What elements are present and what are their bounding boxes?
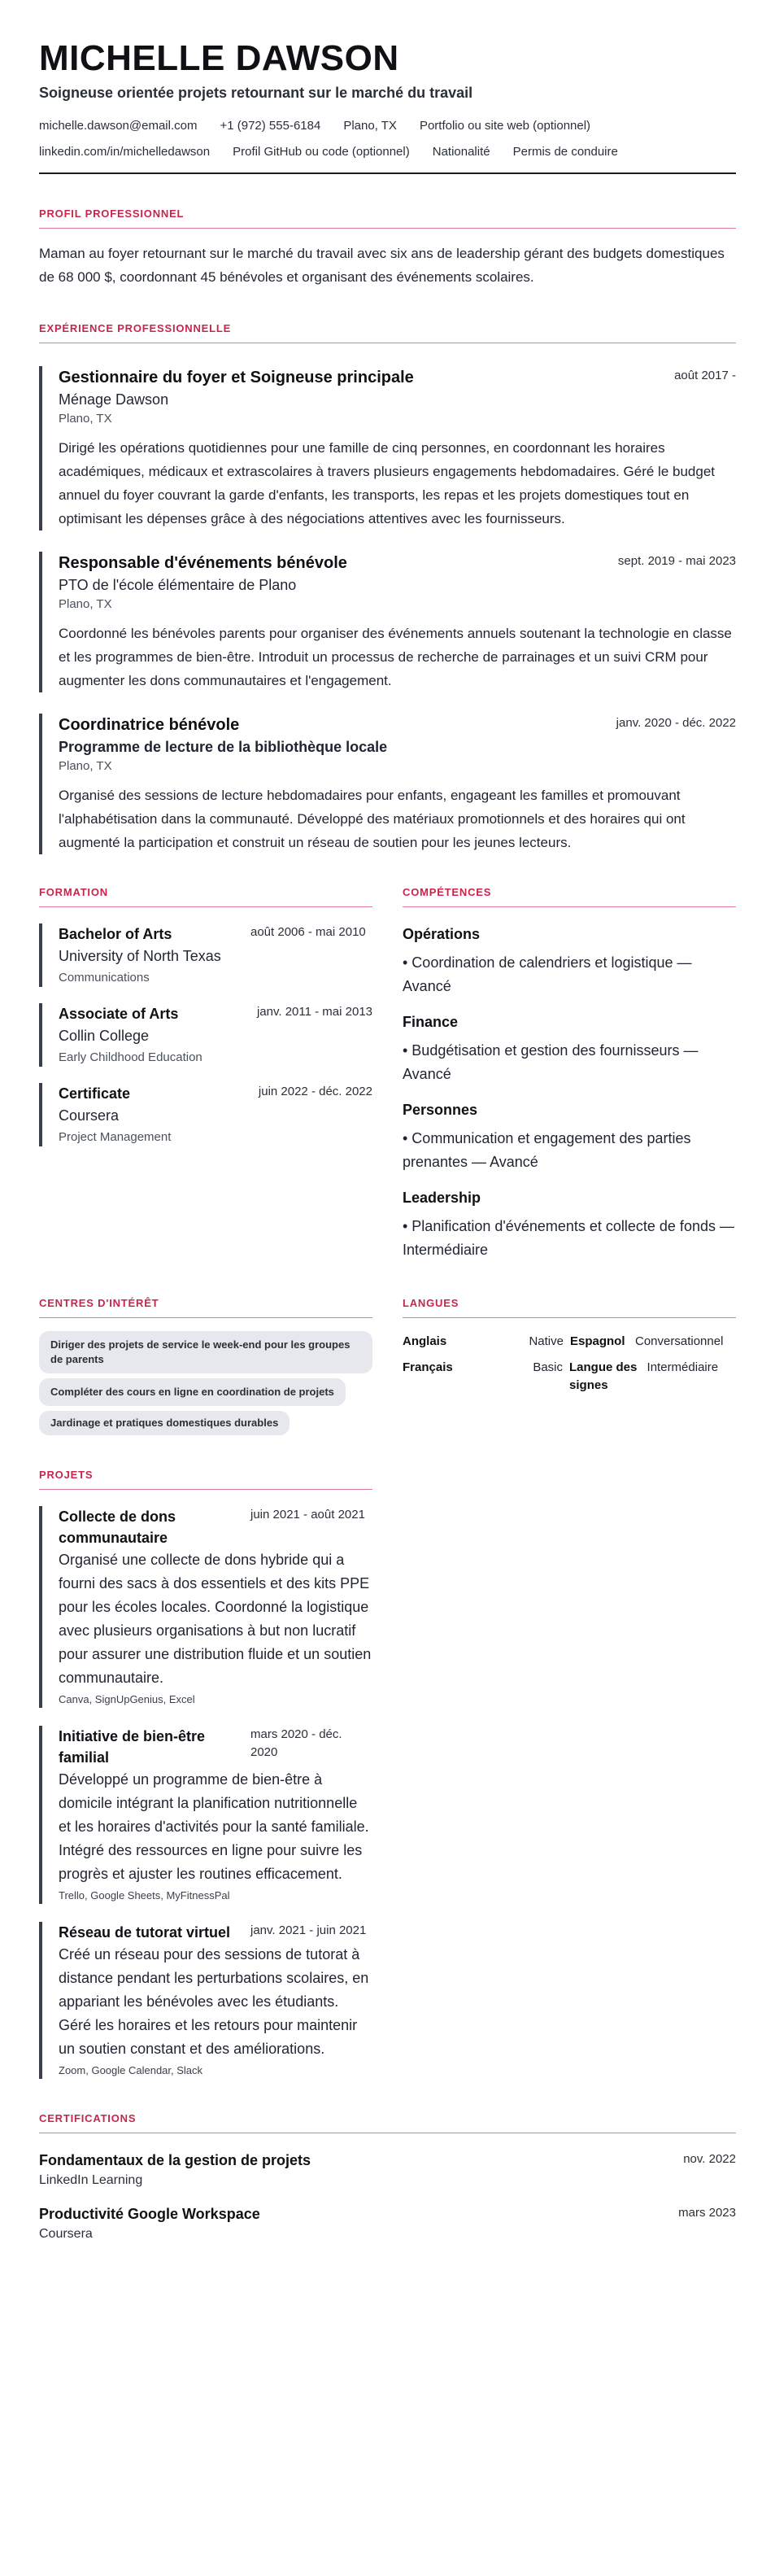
job-description: Coordonné les bénévoles parents pour organiser des événements annuels soutenant la technologie en classe et les programmes de bien-être. Introduit un processus de recherche de parrainages et un suivi CRM pour augmenter les dons communautaires et l'engagement.: [59, 626, 732, 688]
profile-section: [39, 207, 736, 289]
job-date: sept. 2019 - mai 2023: [617, 554, 736, 568]
skill-item: • Coordination de calendriers et logistique — Avancé: [403, 954, 692, 994]
project-entry: [39, 1726, 372, 1904]
skill-group: [403, 923, 736, 998]
skill-category: Finance: [403, 1014, 459, 1030]
certification-name: Fondamentaux de la gestion de projets: [39, 2152, 311, 2168]
contact-location: Plano, TX: [343, 119, 397, 133]
skill-category: Opérations: [403, 926, 481, 942]
certification-name: Productivité Google Workspace: [39, 2206, 260, 2222]
certifications-section: [39, 2111, 736, 2244]
section-title: LANGUES: [403, 1297, 459, 1309]
projects-empty-column: [403, 1468, 736, 2079]
skill-category: Personnes: [403, 1102, 478, 1118]
section-divider: [403, 906, 736, 907]
job-organization: Ménage Dawson: [59, 391, 169, 408]
project-date: mars 2020 - déc. 2020: [250, 1727, 342, 1759]
language-name: Anglais: [403, 1334, 447, 1348]
skill-group: [403, 1187, 736, 1262]
project-date: janv. 2021 - juin 2021: [250, 1923, 367, 1937]
contact-linkedin[interactable]: linkedin.com/in/michelledawson: [39, 145, 211, 159]
section-title: CERTIFICATIONS: [39, 2112, 137, 2124]
project-title: Collecte de dons communautaire: [59, 1508, 176, 1546]
skill-item: • Budgétisation et gestion des fournisseurs — Avancé: [403, 1042, 699, 1082]
certification-issuer: LinkedIn Learning: [39, 2173, 143, 2187]
language-name: Français: [403, 1360, 453, 1374]
candidate-headline: Soigneuse orientée projets retournant sur le marché du travail: [39, 85, 473, 101]
certification-date: nov. 2022: [683, 2152, 736, 2166]
job-location: Plano, TX: [59, 597, 112, 611]
degree-name: Bachelor of Arts: [59, 926, 172, 942]
experience-entry: [39, 714, 736, 854]
project-entry: [39, 1922, 372, 2079]
degree-date: août 2006 - mai 2010: [250, 925, 366, 939]
language-row: [403, 1333, 736, 1351]
education-section: [39, 885, 372, 1262]
job-description: Organisé des sessions de lecture hebdomadaires pour enfants, engageant les familles et promouvant l'alphabétisation dans la communauté. Développé des matériaux promotionnels et des horaires qui ont augmenté la participation et construit un réseau de soutien pour les jeunes lecteurs.: [59, 788, 686, 850]
job-location: Plano, TX: [59, 412, 112, 426]
section-divider: [39, 1317, 372, 1318]
job-organization: PTO de l'école élémentaire de Plano: [59, 577, 297, 593]
candidate-name: MICHELLE DAWSON: [39, 38, 399, 78]
language-name: Espagnol: [570, 1334, 625, 1348]
contact-row-1: [39, 117, 736, 135]
interests-section: [39, 1296, 372, 1435]
certification-entry: [39, 2150, 736, 2190]
school-name: Coursera: [59, 1107, 120, 1124]
education-entry: [39, 1083, 372, 1146]
skill-item: • Communication et engagement des parties prenantes — Avancé: [403, 1130, 691, 1170]
degree-name: Associate of Arts: [59, 1006, 179, 1022]
header-divider: [39, 172, 736, 174]
project-title: Réseau de tutorat virtuel: [59, 1924, 231, 1941]
degree-date: janv. 2011 - mai 2013: [256, 1005, 372, 1019]
contact-github[interactable]: Profil GitHub ou code (optionnel): [233, 145, 410, 159]
project-tools: Zoom, Google Calendar, Slack: [59, 2064, 203, 2076]
projects-row: [39, 1468, 736, 2079]
school-name: Collin College: [59, 1028, 150, 1044]
profile-summary: Maman au foyer retournant sur le marché du travail avec six ans de leadership gérant des budgets domestiques de 68 000 $, coordonnant 45 bénévoles et organisant des événements scolaires.: [39, 246, 725, 285]
certification-date: mars 2023: [678, 2206, 736, 2220]
job-location: Plano, TX: [59, 759, 112, 773]
school-name: University of North Texas: [59, 948, 221, 964]
education-entry: [39, 1003, 372, 1067]
certification-entry: [39, 2203, 736, 2244]
languages-section: [403, 1296, 736, 1435]
section-title: EXPÉRIENCE PROFESSIONNELLE: [39, 322, 232, 334]
skill-category: Leadership: [403, 1190, 481, 1206]
section-title: FORMATION: [39, 886, 108, 898]
language-level: Intermédiaire: [647, 1360, 719, 1374]
skill-group: [403, 1011, 736, 1086]
contact-email[interactable]: michelle.dawson@email.com: [39, 119, 198, 133]
section-title: PROFIL PROFESSIONNEL: [39, 207, 185, 220]
contact-portfolio[interactable]: Portfolio ou site web (optionnel): [419, 119, 591, 133]
degree-field: Communications: [59, 971, 150, 985]
project-date: juin 2021 - août 2021: [250, 1508, 365, 1522]
job-description: Dirigé les opérations quotidiennes pour une famille de cinq personnes, en coordonnant les horaires académiques, médicaux et extrascolaires à travers plusieurs engagements hebdomadaires. Géré le budget annuel du foyer couvrant la garde d'enfants, les transports, les repas et les projets domestiques tout en optimisant les dépenses grâce à des négociations attentives avec les fournisseurs.: [59, 440, 716, 526]
contact-phone[interactable]: +1 (972) 555-6184: [220, 119, 321, 133]
project-description: Organisé une collecte de dons hybride qui a fourni des sacs à dos essentiels et des kits PPE pour les écoles locales. Coordonné la logistique avec plusieurs organisations à but non lucratif pour assurer une distribution fluide et un soutien communautaire.: [59, 1552, 372, 1686]
section-title: CENTRES D'INTÉRÊT: [39, 1297, 159, 1309]
contact-nationality: Nationalité: [432, 145, 490, 159]
experience-entry: [39, 366, 736, 530]
project-description: Développé un programme de bien-être à domicile intégrant la planification nutritionnelle et les horaires d'activités pour la santé familiale. Intégré des ressources en ligne pour suivre les progrès et ajuster les routines efficacement.: [59, 1771, 369, 1882]
project-title: Initiative de bien-être familial: [59, 1728, 206, 1766]
experience-entry: [39, 552, 736, 692]
contact-license: Permis de conduire: [512, 145, 618, 159]
section-divider: [39, 1489, 372, 1490]
job-date: janv. 2020 - déc. 2022: [616, 716, 736, 730]
section-divider: [403, 1317, 736, 1318]
language-row: [403, 1359, 736, 1395]
job-date: août 2017 -: [674, 369, 736, 382]
language-level: Basic: [533, 1360, 564, 1374]
interest-chip: Jardinage et pratiques domestiques durables: [39, 1411, 290, 1435]
language-level: Conversationnel: [635, 1334, 724, 1348]
job-title: Gestionnaire du foyer et Soigneuse principale: [59, 369, 414, 386]
interest-chip: Compléter des cours en ligne en coordination de projets: [39, 1378, 346, 1406]
experience-section: [39, 321, 736, 854]
project-tools: Canva, SignUpGenius, Excel: [59, 1693, 195, 1705]
job-title: Coordinatrice bénévole: [59, 716, 240, 734]
degree-field: Early Childhood Education: [59, 1050, 202, 1064]
degree-field: Project Management: [59, 1130, 172, 1144]
skill-item: • Planification d'événements et collecte de fonds — Intermédiaire: [403, 1218, 734, 1258]
degree-name: Certificate: [59, 1085, 131, 1102]
certification-issuer: Coursera: [39, 2227, 93, 2241]
language-name: Langue des signes: [569, 1360, 638, 1392]
job-organization: Programme de lecture de la bibliothèque locale: [59, 739, 388, 755]
section-title: PROJETS: [39, 1469, 94, 1481]
education-entry: [39, 923, 372, 987]
degree-date: juin 2022 - déc. 2022: [258, 1085, 372, 1098]
skills-section: [403, 885, 736, 1262]
project-tools: Trello, Google Sheets, MyFitnessPal: [59, 1889, 230, 1901]
interests-languages-row: [39, 1296, 736, 1435]
skill-group: [403, 1099, 736, 1174]
section-divider: [39, 228, 736, 229]
contact-row-2: [39, 143, 736, 161]
projects-section: [39, 1468, 372, 2079]
education-skills-row: [39, 885, 736, 1262]
project-entry: [39, 1506, 372, 1708]
interest-chip: Diriger des projets de service le week-end pour les groupes de parents: [39, 1331, 372, 1373]
section-divider: [39, 906, 372, 907]
project-description: Créé un réseau pour des sessions de tutorat à distance pendant les perturbations scolaires, en appariant les bénévoles avec les étudiants. Géré les horaires et les retours pour maintenir un soutien constant et des améliorations.: [59, 1946, 369, 2057]
section-title: COMPÉTENCES: [403, 886, 492, 898]
language-level: Native: [529, 1334, 564, 1348]
job-title: Responsable d'événements bénévole: [59, 554, 347, 572]
